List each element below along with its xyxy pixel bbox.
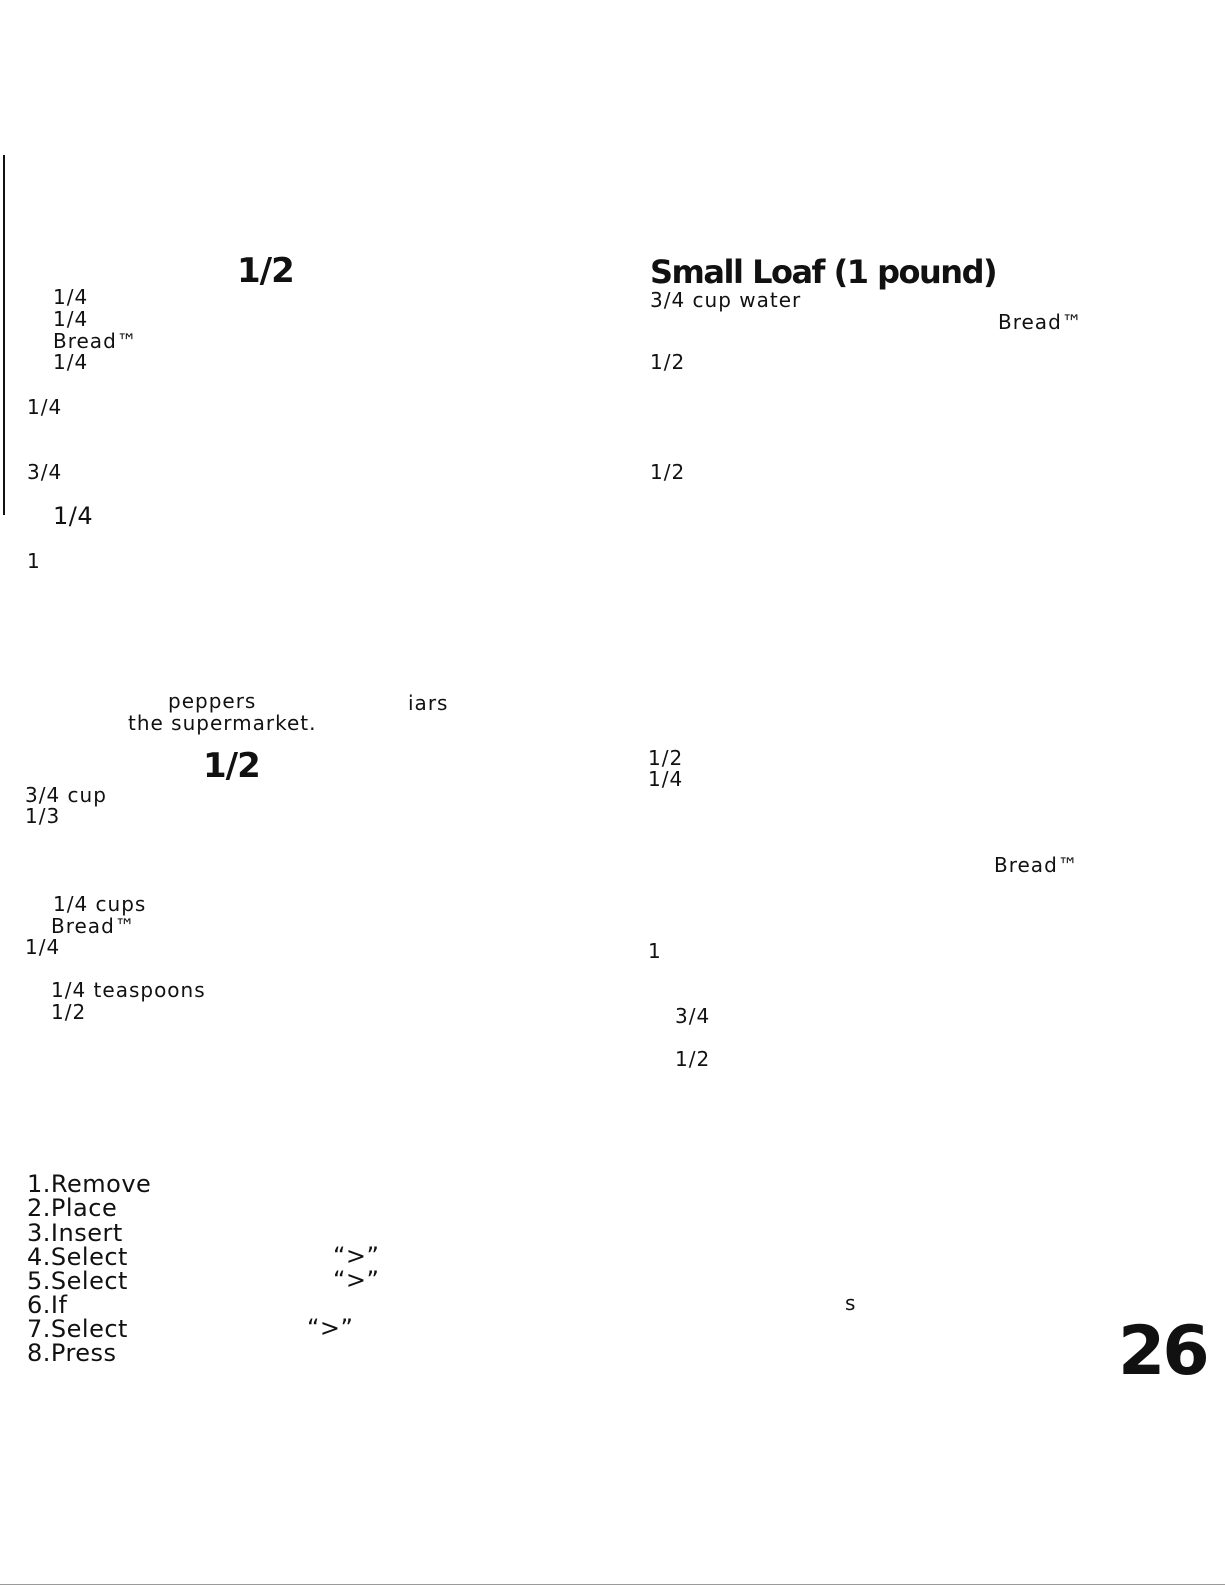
left-top-line-7: 1/4 xyxy=(53,502,94,530)
right-bread-bottom: Bread™ xyxy=(994,853,1079,877)
right-frac-e: 3/4 xyxy=(675,1004,711,1028)
page-number: 26 xyxy=(1118,1312,1207,1391)
left-mid-title-fraction: 1/2 xyxy=(203,746,260,786)
left-top-title-fraction: 1/2 xyxy=(237,251,294,291)
step-3: 3.Insert xyxy=(27,1219,123,1247)
step-2: 2.Place xyxy=(27,1194,118,1222)
left-mid-line-2: 1/3 xyxy=(25,804,61,828)
left-top-line-8: 1 xyxy=(27,549,41,573)
left-mid-line-7: 1/2 xyxy=(51,1000,87,1024)
step-6: 6.If xyxy=(27,1291,68,1319)
right-frac-a: 1/2 xyxy=(650,350,686,374)
step-4: 4.Select xyxy=(27,1243,128,1271)
left-top-line-5: 1/4 xyxy=(27,395,63,419)
right-stray-s: s xyxy=(845,1291,857,1315)
right-one: 1 xyxy=(648,939,662,963)
note-supermarket: the supermarket. xyxy=(128,711,317,735)
left-margin-rule xyxy=(3,155,5,515)
right-water-line: 3/4 cup water xyxy=(650,288,802,312)
step-7-symbol: “>” xyxy=(307,1314,354,1342)
left-mid-line-1: 3/4 cup xyxy=(25,783,107,807)
step-7: 7.Select xyxy=(27,1315,128,1343)
left-top-line-6: 3/4 xyxy=(27,460,63,484)
left-mid-line-6: 1/4 teaspoons xyxy=(51,978,206,1002)
left-mid-line-4: Bread™ xyxy=(51,914,136,938)
note-peppers: peppers xyxy=(168,689,257,713)
right-frac-d: 1/4 xyxy=(648,767,684,791)
left-top-line-3: Bread™ xyxy=(53,329,138,353)
right-frac-c: 1/2 xyxy=(648,746,684,770)
step-8: 8.Press xyxy=(27,1339,117,1367)
right-frac-b: 1/2 xyxy=(650,460,686,484)
step-1: 1.Remove xyxy=(27,1170,152,1198)
step-5: 5.Select xyxy=(27,1267,128,1295)
left-mid-line-3: 1/4 cups xyxy=(53,892,147,916)
step-5-symbol: “>” xyxy=(333,1266,380,1294)
right-bread-top: Bread™ xyxy=(998,310,1083,334)
right-title: Small Loaf (1 pound) xyxy=(650,253,997,291)
step-4-symbol: “>” xyxy=(333,1242,380,1270)
left-top-line-1: 1/4 xyxy=(53,285,89,309)
left-top-line-2: 1/4 xyxy=(53,307,89,331)
right-frac-f: 1/2 xyxy=(675,1047,711,1071)
left-mid-line-5: 1/4 xyxy=(25,935,61,959)
note-jars: iars xyxy=(408,691,449,715)
left-top-line-4: 1/4 xyxy=(53,350,89,374)
